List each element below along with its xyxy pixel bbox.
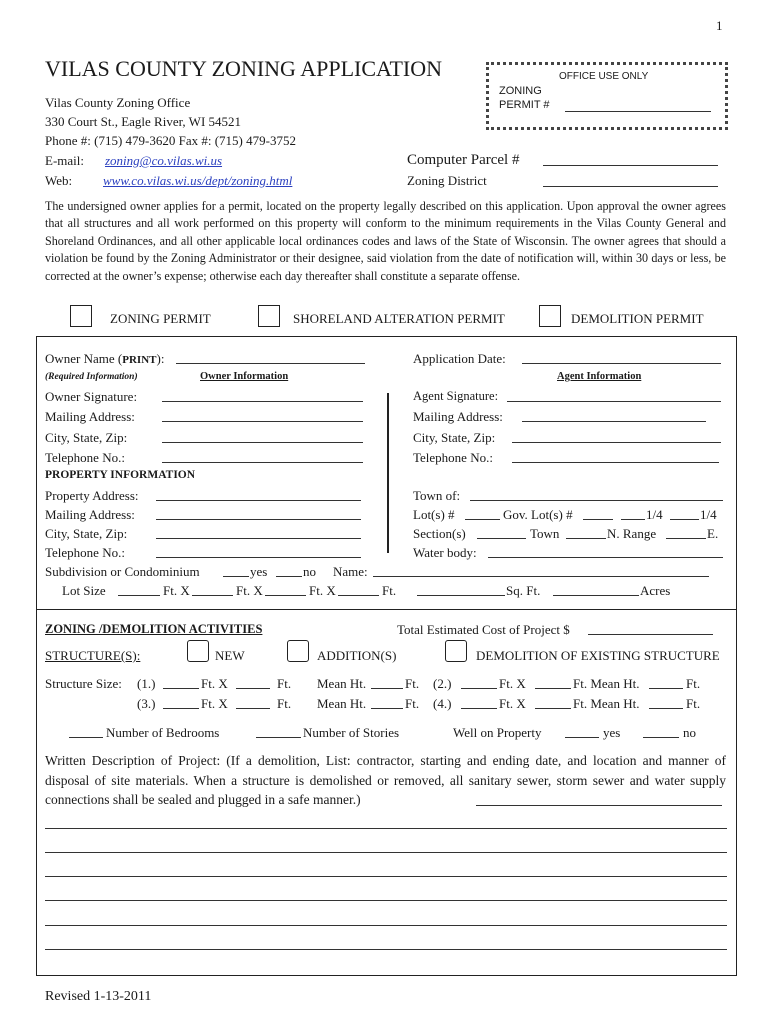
quarter-label-2: 1/4 (700, 507, 717, 522)
agent-telephone-label: Telephone No.: (413, 450, 493, 465)
agent-mailing-label: Mailing Address: (413, 409, 503, 424)
description-line-4[interactable] (45, 900, 727, 901)
structure-3-ht-ft: Ft. (405, 696, 420, 711)
permit-number-line[interactable] (565, 111, 711, 112)
stories-label: Number of Stories (303, 725, 400, 740)
activities-heading: ZONING /DEMOLITION ACTIVITIES (45, 622, 263, 636)
section-line[interactable] (477, 538, 526, 539)
email-link[interactable]: zoning@co.vilas.wi.us (105, 153, 223, 168)
subdivision-no-line[interactable] (276, 576, 302, 577)
structure-4-length-line[interactable] (461, 708, 497, 709)
addition-label: ADDITION(S) (317, 648, 397, 663)
property-mailing-line[interactable] (156, 519, 361, 520)
zoning-district-line[interactable] (543, 186, 718, 187)
structure-3-width-line[interactable] (236, 708, 270, 709)
well-yes-label: yes (603, 725, 621, 740)
structure-2-length-line[interactable] (461, 688, 497, 689)
owner-mailing-label: Mailing Address: (45, 409, 135, 424)
agent-info-heading: Agent Information (557, 371, 642, 382)
subdivision-name-label: Name: (333, 564, 368, 579)
new-structure-checkbox[interactable] (187, 640, 209, 662)
lot-size-ft: Ft. (382, 583, 397, 598)
revised-date: Revised 1-13-2011 (45, 989, 152, 1004)
zoning-district-label: Zoning District (407, 173, 487, 188)
structure-1-length-line[interactable] (163, 688, 199, 689)
structure-3-height-line[interactable] (371, 708, 403, 709)
subdivision-name-line[interactable] (373, 576, 709, 577)
web-label: Web: (45, 173, 73, 188)
lot-size-ftx-3: Ft. X (309, 583, 336, 598)
water-body-label: Water body: (413, 545, 477, 560)
page-title: VILAS COUNTY ZONING APPLICATION (45, 56, 443, 81)
application-date-line[interactable] (522, 363, 721, 364)
section-label: Section(s) (413, 526, 466, 541)
column-divider (387, 393, 389, 553)
quarter-line-2[interactable] (670, 519, 699, 520)
lots-label: Lot(s) # (413, 507, 455, 522)
demolition-permit-checkbox[interactable] (539, 305, 561, 327)
project-description-text: Written Description of Project: (If a demolition, List: contractor, starting and ending date, and location and manner of disposal of site materials. When a structure is demolished or removed, all sanitary sewer, storm sewer and water supply connections shall be sealed and plugged in a safe manner.) (45, 753, 726, 807)
subdivision-label: Subdivision or Condominium (45, 564, 200, 579)
range-line[interactable] (666, 538, 706, 539)
acres-label: Acres (640, 583, 671, 598)
zoning-permit-label: ZONING PERMIT (110, 311, 211, 326)
description-line-3[interactable] (45, 876, 727, 877)
shoreland-permit-label: SHORELAND ALTERATION PERMIT (293, 311, 505, 326)
total-cost-label: Total Estimated Cost of Project $ (397, 622, 570, 637)
structure-3-ft: Ft. (277, 696, 292, 711)
structures-label: STRUCTURE(S): (45, 648, 141, 663)
quarter-line-1[interactable] (621, 519, 645, 520)
owner-telephone-line[interactable] (162, 462, 363, 463)
owner-city-label: City, State, Zip: (45, 430, 128, 445)
acres-line[interactable] (553, 595, 639, 596)
office-address: 330 Court St., Eagle River, WI 54521 (45, 114, 242, 129)
structure-2-height-line[interactable] (649, 688, 683, 689)
intro-paragraph: The undersigned owner applies for a permit, located on the property legally described on this application. Upon approval the owner agrees that all structures and all work performed on this property will conform to the minimum requirements in the Vilas County General and Shoreland Ordinances, and all other applicable local ordinances codes and laws of the State of Wisconsin. The owner agrees that should a violation be found by the Zoning Administrator or their designee, said violation from the date of notification will, within 30 days or less, be corrected at the owner’s expense; otherwise each day thereafter shall constitute a separate offense. (45, 199, 726, 283)
structure-4-label: (4.) (433, 696, 452, 711)
subdivision-no-label: no (303, 564, 316, 579)
owner-info-heading: Owner Information (200, 371, 289, 382)
structure-2-mean-ht: Ft. Mean Ht. (573, 676, 640, 691)
web-link[interactable]: www.co.vilas.wi.us/dept/zoning.html (103, 173, 293, 188)
town-of-label: Town of: (413, 488, 461, 503)
agent-city-line[interactable] (512, 442, 721, 443)
owner-mailing-line[interactable] (162, 421, 363, 422)
email-label: E-mail: (45, 153, 84, 168)
bedrooms-label: Number of Bedrooms (106, 725, 220, 740)
stories-line[interactable] (256, 737, 301, 738)
town-label: Town (530, 526, 560, 541)
application-date-label: Application Date: (413, 351, 506, 366)
structure-1-width-line[interactable] (236, 688, 270, 689)
page-number: 1 (716, 18, 723, 33)
structure-3-ftx: Ft. X (201, 696, 228, 711)
structure-4-ht-ft: Ft. (686, 696, 701, 711)
quarter-label-1: 1/4 (646, 507, 663, 522)
structure-1-height-line[interactable] (371, 688, 403, 689)
property-mailing-label: Mailing Address: (45, 507, 135, 522)
lot-size-label: Lot Size (62, 583, 106, 598)
office-use-box (486, 62, 728, 130)
structure-2-ftx: Ft. X (499, 676, 526, 691)
description-line-0[interactable] (476, 805, 722, 806)
description-line-6[interactable] (45, 949, 727, 950)
demolition-structure-checkbox[interactable] (445, 640, 467, 662)
owner-signature-label: Owner Signature: (45, 389, 138, 404)
property-address-label: Property Address: (45, 488, 139, 503)
structure-4-mean-ht: Ft. Mean Ht. (573, 696, 640, 711)
addition-checkbox[interactable] (287, 640, 309, 662)
property-telephone-line[interactable] (156, 557, 361, 558)
structure-4-width-line[interactable] (535, 708, 571, 709)
owner-signature-line[interactable] (162, 401, 363, 402)
computer-parcel-label: Computer Parcel # (407, 152, 520, 168)
section-divider (36, 609, 737, 610)
total-cost-line[interactable] (588, 634, 713, 635)
structure-2-width-line[interactable] (535, 688, 571, 689)
agent-signature-line[interactable] (507, 401, 721, 402)
lots-line[interactable] (465, 519, 500, 520)
sqft-line[interactable] (417, 595, 505, 596)
structure-1-label: (1.) (137, 676, 156, 691)
well-label: Well on Property (453, 725, 542, 740)
description-line-2[interactable] (45, 852, 727, 853)
office-phone-fax: Phone #: (715) 479-3620 Fax #: (715) 479-3752 (45, 133, 296, 148)
east-label: E. (707, 526, 719, 541)
owner-city-line[interactable] (162, 442, 363, 443)
office-use-heading: OFFICE USE ONLY (559, 71, 649, 82)
owner-name-line[interactable] (176, 363, 365, 364)
lot-size-line-1[interactable] (118, 595, 160, 596)
structure-3-label: (3.) (137, 696, 156, 711)
lot-size-ftx-1: Ft. X (163, 583, 190, 598)
structure-4-ftx: Ft. X (499, 696, 526, 711)
description-line-1[interactable] (45, 828, 727, 829)
new-structure-label: NEW (215, 648, 245, 663)
gov-lots-line[interactable] (583, 519, 613, 520)
well-no-label: no (683, 725, 696, 740)
property-address-line[interactable] (156, 500, 361, 501)
agent-telephone-line[interactable] (512, 462, 719, 463)
structure-3-length-line[interactable] (163, 708, 199, 709)
agent-city-label: City, State, Zip: (413, 430, 496, 445)
demolition-structure-label: DEMOLITION OF EXISTING STRUCTURE (476, 648, 720, 663)
well-yes-line[interactable] (565, 737, 599, 738)
structure-4-height-line[interactable] (649, 708, 683, 709)
structure-1-ft: Ft. (277, 676, 292, 691)
well-no-line[interactable] (643, 737, 679, 738)
office-use-permit: PERMIT # (499, 99, 550, 111)
property-city-label: City, State, Zip: (45, 526, 128, 541)
structure-1-ht-ft: Ft. (405, 676, 420, 691)
demolition-permit-label: DEMOLITION PERMIT (571, 311, 704, 326)
structure-size-label: Structure Size: (45, 676, 122, 691)
office-use-zoning: ZONING (499, 85, 542, 97)
bedrooms-line[interactable] (69, 737, 103, 738)
town-line[interactable] (566, 538, 606, 539)
agent-signature-label: Agent Signature: (413, 389, 499, 403)
zoning-permit-checkbox[interactable] (70, 305, 92, 327)
lot-size-line-2[interactable] (192, 595, 233, 596)
structure-2-ht-ft: Ft. (686, 676, 701, 691)
lot-size-ftx-2: Ft. X (236, 583, 263, 598)
property-info-heading: PROPERTY INFORMATION (45, 469, 196, 481)
required-info-note: (Required Information) (45, 372, 138, 382)
structure-2-label: (2.) (433, 676, 452, 691)
description-line-5[interactable] (45, 925, 727, 926)
structure-1-mean-ht: Mean Ht. (317, 676, 367, 691)
property-telephone-label: Telephone No.: (45, 545, 125, 560)
subdivision-yes-label: yes (250, 564, 268, 579)
owner-name-label: Owner Name (PRINT): (45, 351, 165, 366)
owner-telephone-label: Telephone No.: (45, 450, 125, 465)
range-label: N. Range (607, 526, 657, 541)
lot-size-line-4[interactable] (338, 595, 379, 596)
gov-lots-label: Gov. Lot(s) # (503, 507, 573, 522)
town-of-line[interactable] (470, 500, 723, 501)
agent-mailing-line[interactable] (522, 421, 706, 422)
computer-parcel-line[interactable] (543, 165, 718, 166)
structure-3-mean-ht: Mean Ht. (317, 696, 367, 711)
office-name: Vilas County Zoning Office (45, 95, 191, 110)
structure-1-ftx: Ft. X (201, 676, 228, 691)
lot-size-line-3[interactable] (265, 595, 306, 596)
shoreland-permit-checkbox[interactable] (258, 305, 280, 327)
sqft-label: Sq. Ft. (506, 583, 541, 598)
property-city-line[interactable] (156, 538, 361, 539)
water-body-line[interactable] (488, 557, 723, 558)
subdivision-yes-line[interactable] (223, 576, 249, 577)
